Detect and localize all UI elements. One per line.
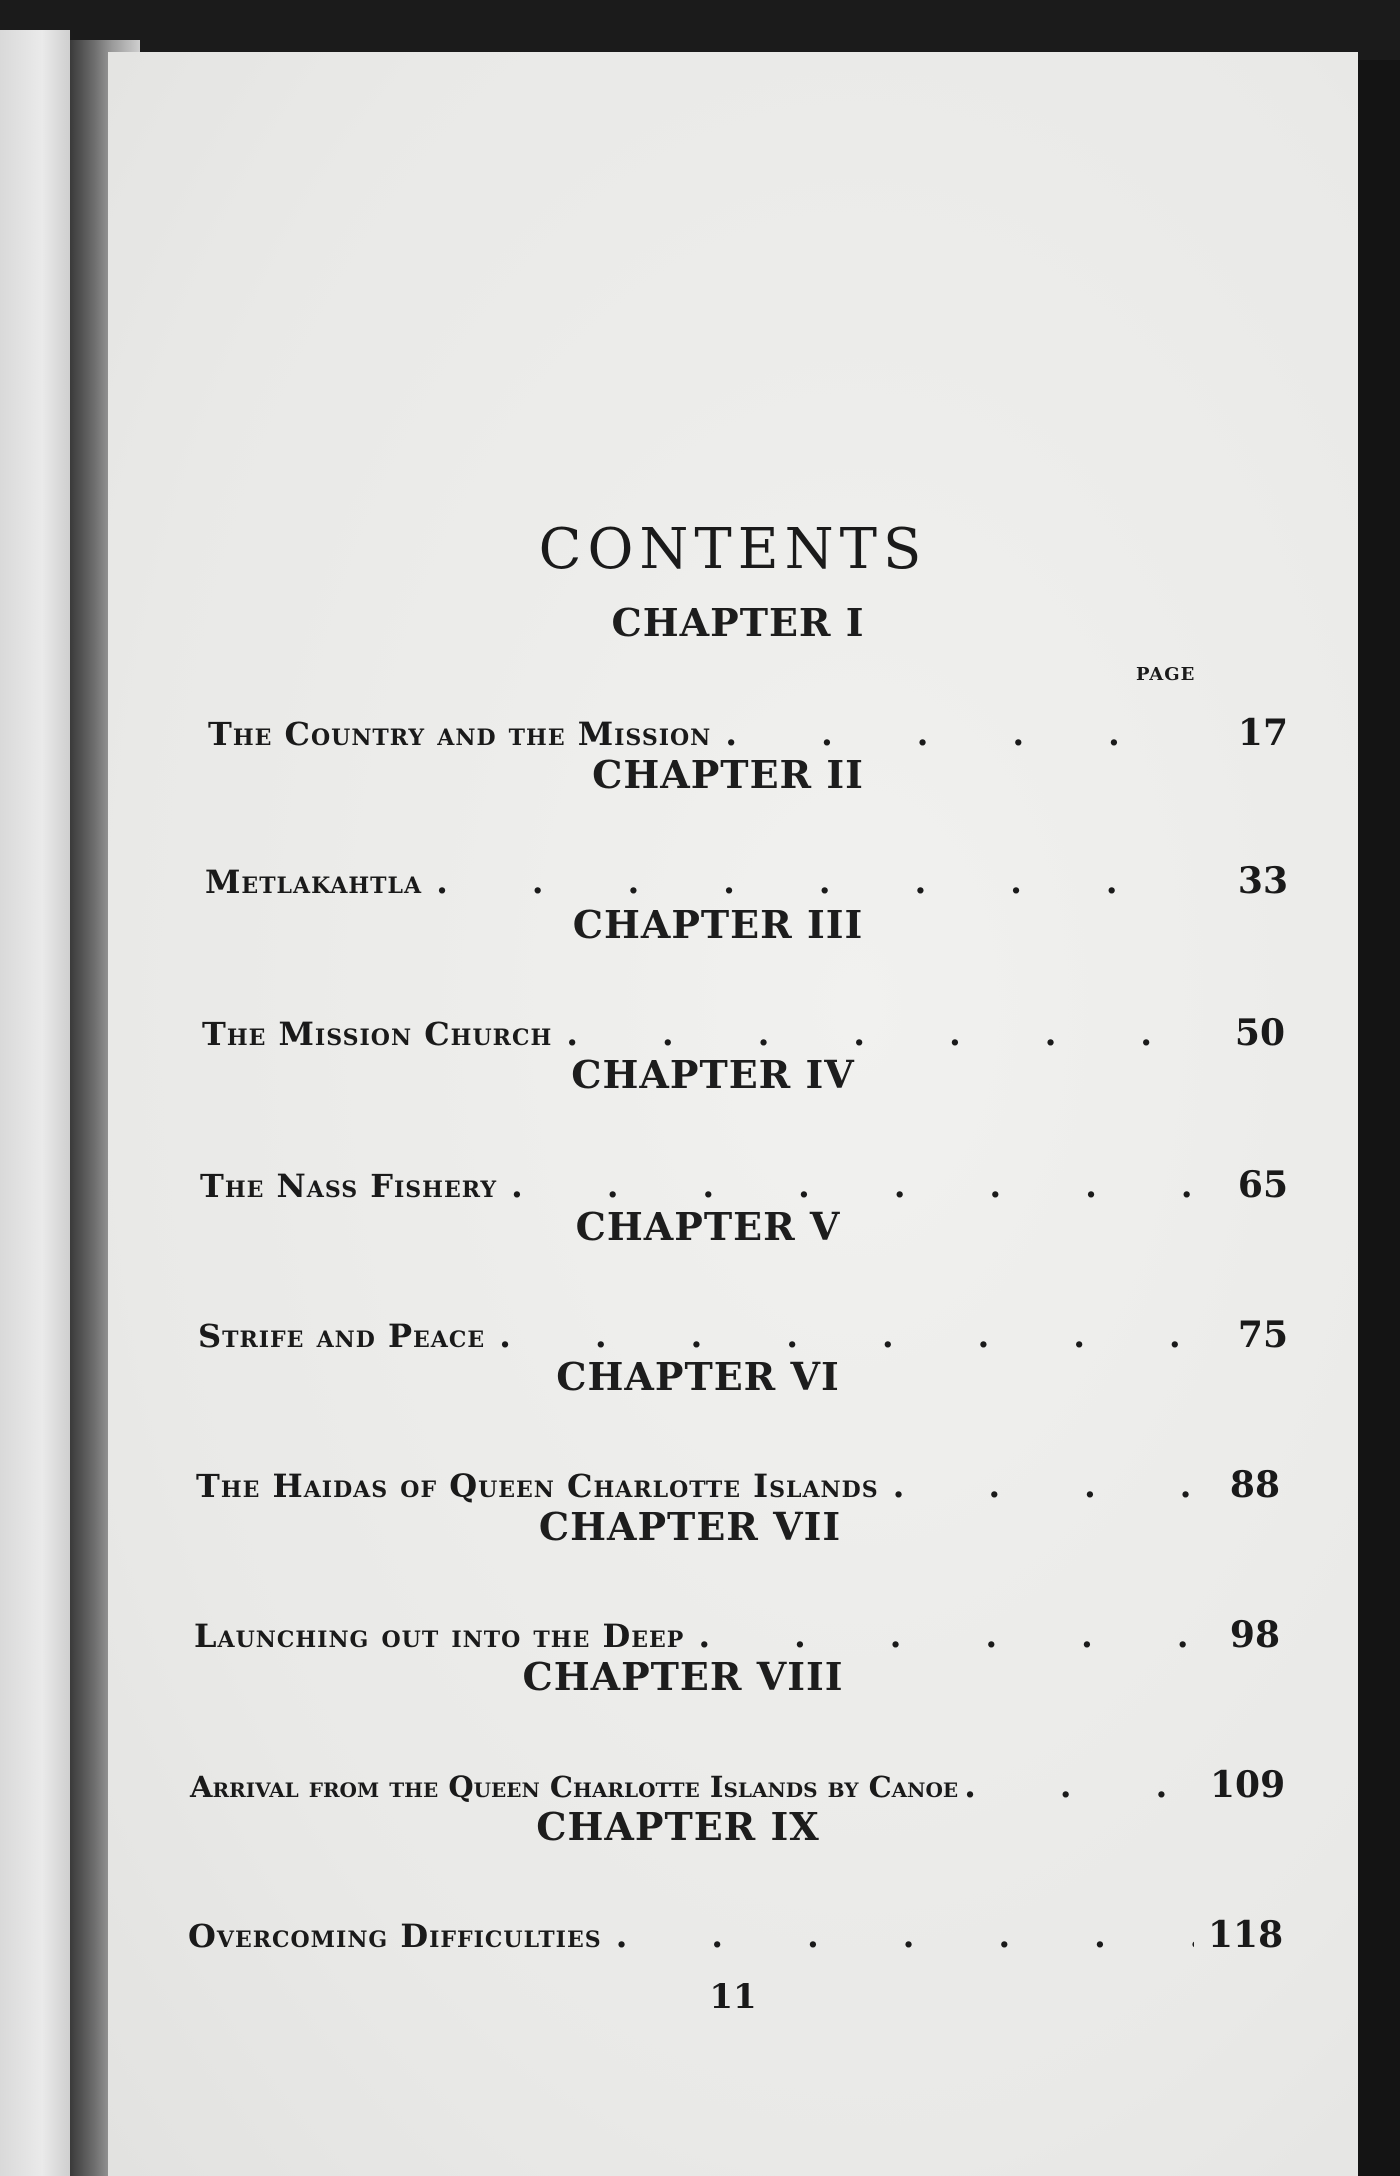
toc-entry[interactable] — [200, 1164, 1288, 1206]
entry-title: The Country and the Mission — [208, 715, 712, 753]
toc-entry[interactable] — [208, 712, 1288, 754]
chapter-heading: CHAPTER III — [572, 902, 864, 947]
toc-entry[interactable] — [188, 1914, 1284, 1956]
entry-page-number: 88 — [1229, 1464, 1280, 1506]
entry-page-number: 109 — [1210, 1764, 1286, 1806]
toc-entry[interactable] — [190, 1764, 1286, 1806]
entry-title: The Mission Church — [202, 1015, 553, 1053]
toc-entry[interactable] — [194, 1614, 1280, 1656]
contents-page — [108, 52, 1358, 2176]
entry-page-number: 17 — [1237, 712, 1288, 754]
leader-dots — [566, 1014, 1201, 1054]
leader-dots — [893, 1466, 1196, 1506]
chapter-heading: CHAPTER II — [592, 752, 864, 797]
chapter-heading: CHAPTER V — [575, 1204, 841, 1249]
entry-title: Overcoming Difficulties — [188, 1917, 602, 1955]
scan-border — [1358, 60, 1400, 2176]
leader-dots — [436, 862, 1204, 902]
page-folio-number: 11 — [709, 1977, 757, 2017]
leader-dots — [698, 1616, 1196, 1656]
entry-page-number: 118 — [1208, 1914, 1284, 1956]
leader-dots — [511, 1166, 1204, 1206]
entry-page-number: 65 — [1237, 1164, 1288, 1206]
entry-page-number: 33 — [1237, 860, 1288, 902]
entry-page-number: 50 — [1234, 1012, 1285, 1054]
entry-title: Strife and Peace — [198, 1317, 486, 1355]
chapter-heading: CHAPTER IV — [571, 1052, 855, 1097]
page-column-label: PAGE — [1136, 664, 1196, 685]
chapter-heading: CHAPTER I — [611, 600, 865, 645]
toc-entry[interactable] — [202, 1012, 1285, 1054]
toc-entry[interactable] — [196, 1464, 1280, 1506]
toc-entry[interactable] — [205, 860, 1288, 902]
chapter-heading: CHAPTER IX — [536, 1804, 820, 1849]
left-page-edge — [0, 30, 70, 2176]
chapter-heading: CHAPTER VIII — [522, 1654, 844, 1699]
toc-entry[interactable] — [198, 1314, 1288, 1356]
entry-title: The Nass Fishery — [200, 1167, 498, 1205]
leader-dots — [964, 1766, 1204, 1806]
entry-title: Arrival from the Queen Charlotte Islands by Canoe — [190, 1770, 959, 1804]
leader-dots — [499, 1316, 1204, 1356]
entry-page-number: 75 — [1237, 1314, 1288, 1356]
entry-title: Metlakahtla — [205, 863, 423, 901]
leader-dots — [616, 1916, 1194, 1956]
entry-title: The Haidas of Queen Charlotte Islands — [196, 1467, 879, 1505]
entry-title: Launching out into the Deep — [194, 1617, 685, 1655]
chapter-heading: CHAPTER VII — [538, 1504, 842, 1549]
entry-page-number: 98 — [1229, 1614, 1280, 1656]
chapter-heading: CHAPTER VI — [556, 1354, 840, 1399]
leader-dots — [725, 714, 1204, 754]
page-title: CONTENTS — [538, 517, 928, 582]
